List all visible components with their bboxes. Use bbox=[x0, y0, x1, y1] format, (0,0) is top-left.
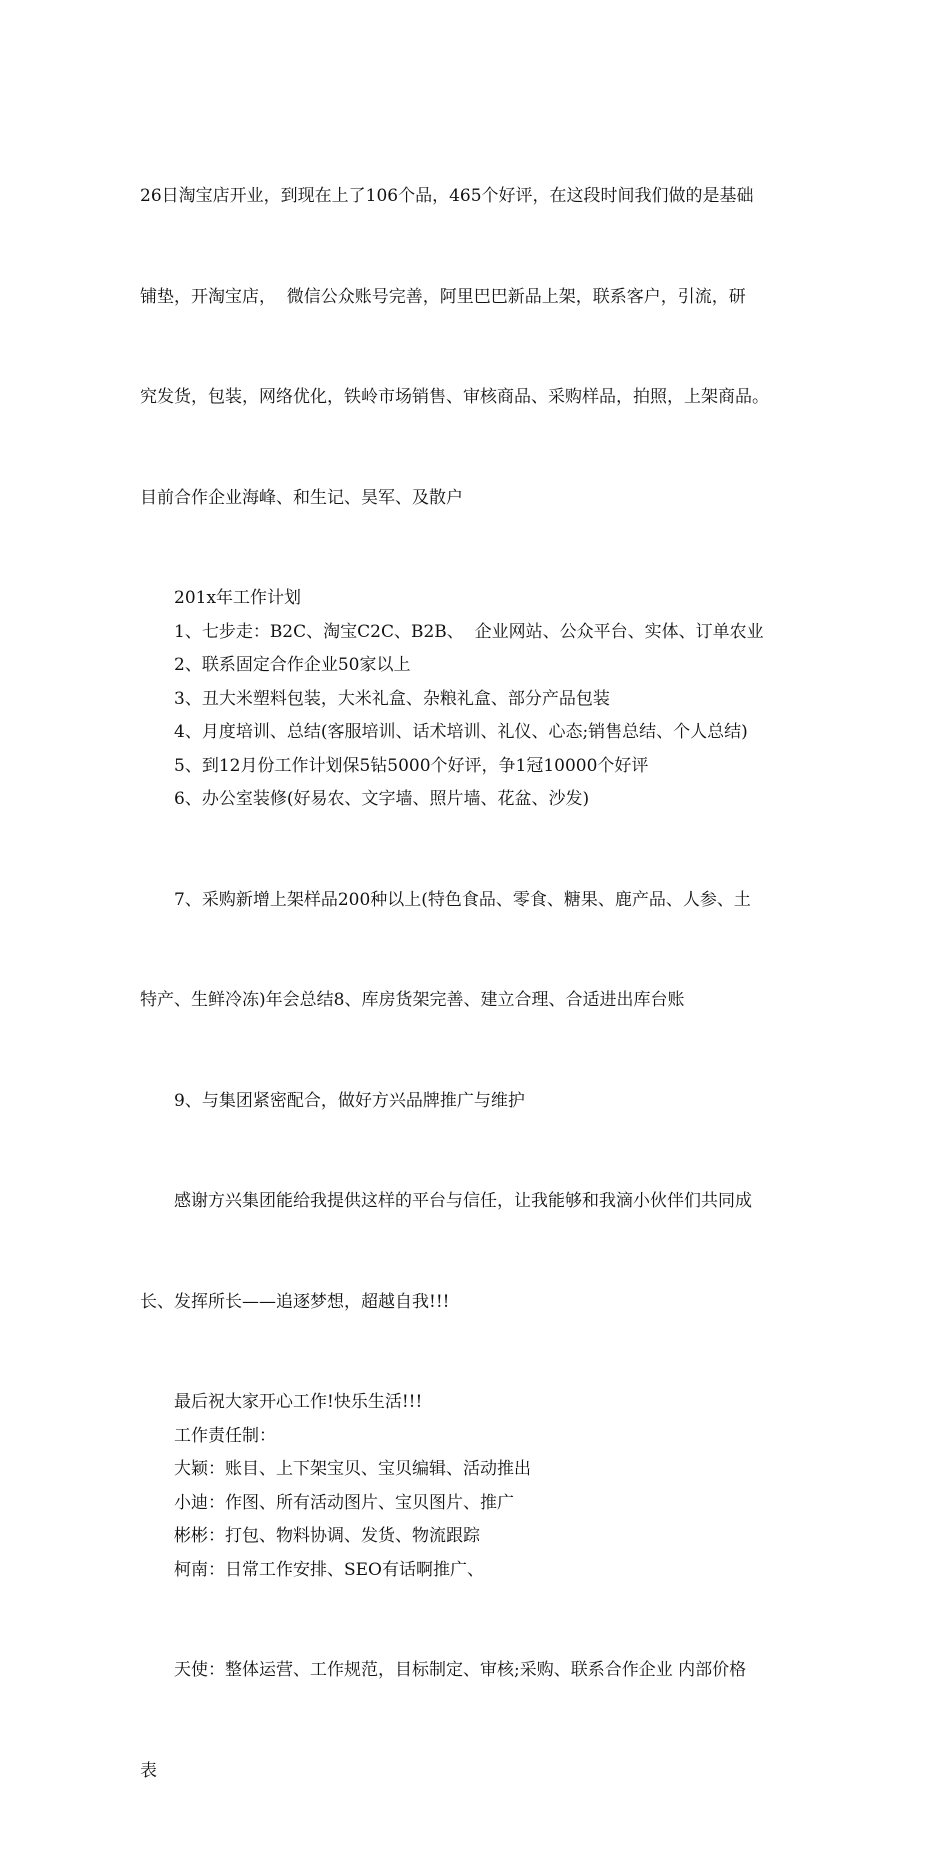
responsibility-item: 柯南：日常工作安排、SEO有话啊推广、 bbox=[174, 1559, 484, 1580]
plan-item-1: 1、七步走：B2C、淘宝C2C、B2B、 企业网站、公众平台、实体、订单农业 bbox=[174, 621, 764, 642]
text-line: 天使：整体运营、工作规范，目标制定、审核;采购、联系合作企业 内部价格 bbox=[174, 1660, 747, 1680]
text-line: 特产、生鲜冷冻)年会总结8、库房货架完善、建立合理、合适进出库台账 bbox=[140, 990, 685, 1010]
wishes-line: 最后祝大家开心工作!快乐生活!!! bbox=[174, 1392, 423, 1412]
text-line: 长、发挥所长——追逐梦想，超越自我!!! bbox=[140, 1291, 450, 1312]
plan-item-2: 2、联系固定合作企业50家以上 bbox=[174, 655, 411, 675]
text-line: 感谢方兴集团能给我提供这样的平台与信任，让我能够和我滴小伙伴们共同成 bbox=[174, 1191, 752, 1211]
text-line: 7、采购新增上架样品200种以上(特色食品、零食、糖果、鹿产品、人参、土 bbox=[174, 889, 751, 910]
responsibility-item: 彬彬：打包、物料协调、发货、物流跟踪 bbox=[174, 1526, 480, 1546]
responsibility-title: 工作责任制： bbox=[174, 1425, 276, 1446]
plan-title: 201x年工作计划 bbox=[174, 588, 302, 608]
plan-item-3: 3、丑大米塑料包装，大米礼盒、杂粮礼盒、部分产品包装 bbox=[174, 688, 610, 709]
document-body bbox=[140, 113, 820, 1855]
responsibility-item: 大颖：账目、上下架宝贝、宝贝编辑、活动推出 bbox=[174, 1459, 531, 1479]
responsibility-item: 小迪：作图、所有活动图片、宝贝图片、推广 bbox=[174, 1492, 514, 1513]
plan-item-5: 5、到12月份工作计划保5钻5000个好评，争1冠10000个好评 bbox=[174, 755, 649, 776]
text-line: 铺垫，开淘宝店， 微信公众账号完善，阿里巴巴新品上架，联系客户，引流，研 bbox=[140, 286, 746, 307]
thanks-paragraph bbox=[140, 1118, 820, 1386]
plan-item-6: 6、办公室装修(好易农、文字墙、照片墙、花盆、沙发) bbox=[174, 789, 590, 809]
text-line: 究发货，包装，网络优化，铁岭市场销售、审核商品、采购样品，拍照，上架商品。 bbox=[140, 387, 769, 407]
text-line: 表 bbox=[140, 1760, 157, 1781]
text-line: 26日淘宝店开业，到现在上了106个品，465个好评，在这段时间我们做的是基础 bbox=[140, 186, 754, 206]
plan-item-7 bbox=[140, 817, 820, 1085]
angel-responsibility bbox=[140, 1587, 820, 1855]
intro-paragraph bbox=[140, 113, 820, 582]
plan-item-4: 4、月度培训、总结(客服培训、话术培训、礼仪、心态;销售总结、个人总结) bbox=[174, 722, 748, 742]
text-line: 目前合作企业海峰、和生记、昊军、及散户 bbox=[140, 487, 463, 508]
plan-item-9: 9、与集团紧密配合，做好方兴品牌推广与维护 bbox=[174, 1090, 525, 1111]
